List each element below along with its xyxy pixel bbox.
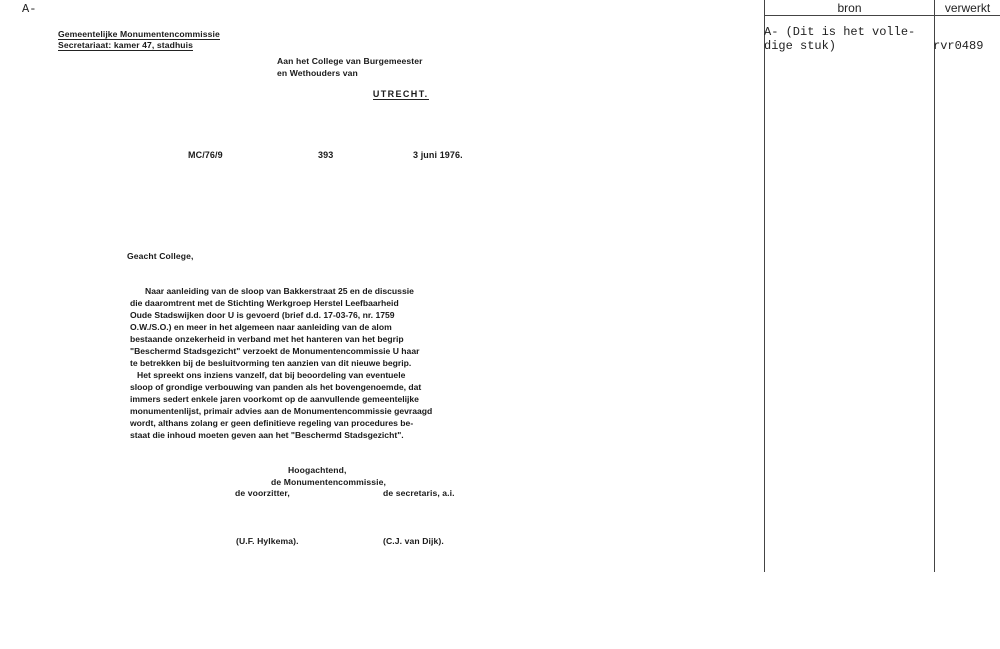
body-line: wordt, althans zolang er geen definitieve regeling van procedures be- bbox=[130, 418, 414, 428]
body-line: Naar aanleiding van de sloop van Bakkerstraat 25 en de discussie bbox=[145, 286, 414, 296]
table-border-left bbox=[764, 0, 765, 572]
letterhead-address-text: Secretariaat: kamer 47, stadhuis bbox=[57, 40, 194, 50]
recipient-city-text: UTRECHT. bbox=[372, 89, 429, 99]
body-line: te betrekken bij de besluitvorming ten aanzien van dit nieuwe begrip. bbox=[130, 358, 412, 368]
body-line: die daaromtrent met de Stichting Werkgroep Herstel Leefbaarheid bbox=[130, 298, 399, 308]
body-line: Oude Stadswijken door U is gevoerd (brief d.d. 17-03-76, nr. 1759 bbox=[130, 310, 395, 320]
table-header-divider bbox=[764, 15, 1000, 16]
header-bron: bron bbox=[837, 1, 862, 15]
body-line: monumentenlijst, primair advies aan de Monumentencommissie gevraagd bbox=[130, 406, 433, 416]
salutation: Geacht College, bbox=[127, 251, 194, 261]
recipient-city bbox=[365, 79, 429, 99]
body-line: bestaande onzekerheid in verband met het hanteren van het begrip bbox=[130, 334, 404, 344]
body-line: immers sedert enkele jaren voorkomt op de aanvullende gemeentelijke bbox=[130, 394, 419, 404]
bron-line1: A- (Dit is het volle- bbox=[764, 25, 916, 39]
closing-secretary-name: (C.J. van Dijk). bbox=[383, 536, 444, 546]
closing-greeting: Hoogachtend, bbox=[288, 465, 347, 475]
letterhead-org: Gemeentelijke Monumentencommissie bbox=[57, 29, 220, 39]
closing-chair-name: (U.F. Hylkema). bbox=[236, 536, 299, 546]
body-line: sloop of grondige verbouwing van panden als het bovengenoemde, dat bbox=[130, 382, 422, 392]
bron-line2: dige stuk) bbox=[764, 39, 837, 53]
table-border-middle bbox=[934, 0, 935, 572]
closing-secretary-title: de secretaris, a.i. bbox=[383, 488, 455, 498]
header-verwerkt: verwerkt bbox=[944, 1, 991, 15]
recipient-line2: en Wethouders van bbox=[277, 68, 358, 78]
letterhead-address bbox=[53, 30, 193, 50]
reference-number: 393 bbox=[318, 150, 334, 160]
verwerkt-value: rvr0489 bbox=[933, 39, 984, 53]
margin-mark: A- bbox=[22, 2, 37, 16]
body-line: "Beschermd Stadsgezicht" verzoekt de Monumentencommissie U haar bbox=[130, 346, 420, 356]
closing-committee: de Monumentencommissie, bbox=[271, 477, 386, 487]
body-line: Het spreekt ons inziens vanzelf, dat bij beoordeling van eventuele bbox=[137, 370, 406, 380]
recipient-line1: Aan het College van Burgemeester bbox=[277, 56, 423, 66]
closing-chair-title: de voorzitter, bbox=[235, 488, 290, 498]
body-line: O.W./S.O.) en meer in het algemeen naar aanleiding van de alom bbox=[130, 322, 392, 332]
body-line: staat die inhoud moeten geven aan het "Beschermd Stadsgezicht". bbox=[130, 430, 404, 440]
reference-code: MC/76/9 bbox=[188, 150, 223, 160]
reference-date: 3 juni 1976. bbox=[413, 150, 463, 160]
